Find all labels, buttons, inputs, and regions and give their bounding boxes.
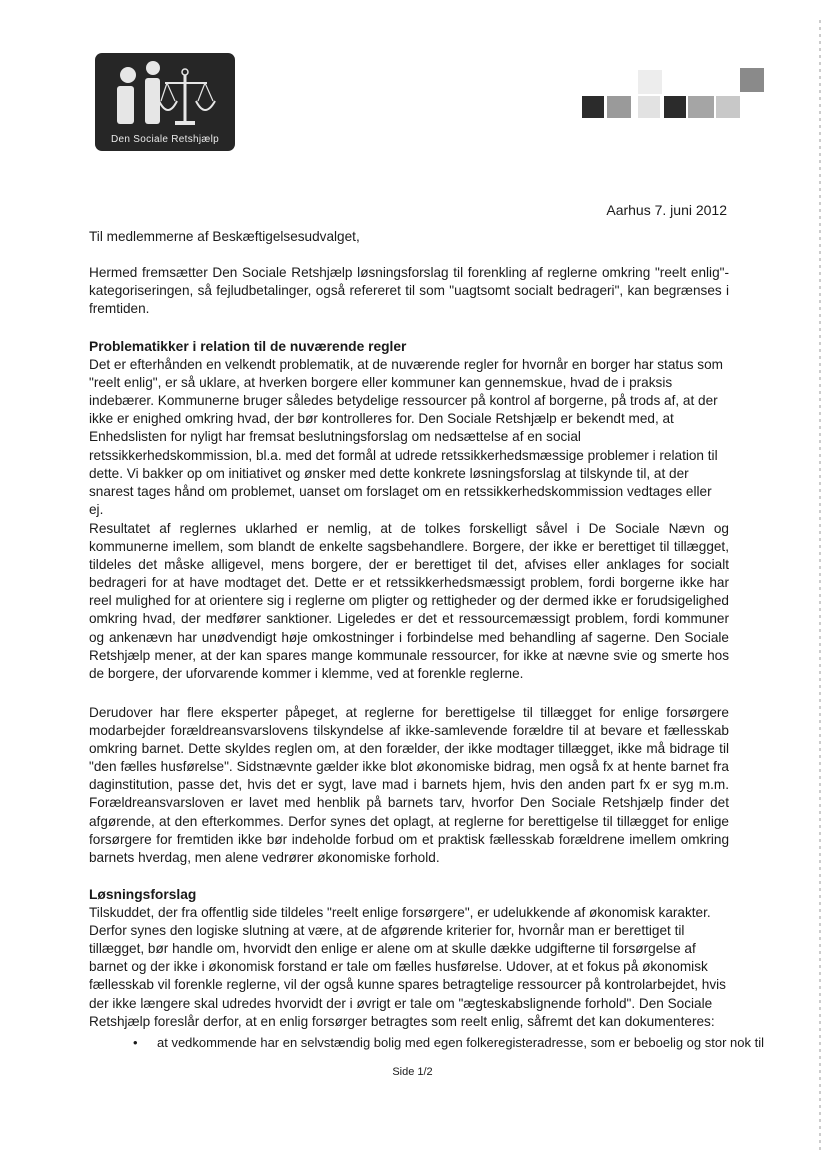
page-number: Side 1/2	[392, 1066, 433, 1078]
intro	[89, 264, 729, 318]
logo	[95, 53, 235, 151]
salutation	[89, 228, 729, 246]
section-heading: Løsningsforslag	[89, 887, 197, 902]
paragraph: Tilskuddet, der fra offentlig side tildeles "reelt enlige forsørgere", er udelukkende af økonomisk karakter. Derfor synes den logiske slutning at være, at de afgørende kriterier for, hvornår man er berettiget til tillægget, bør handle om, hvorvidt den enlige er alene om at skulle dække udgifterne til forsørgelse af barnet og der ikke i økonomisk forstand er tale om fælles husførelse. Udover, at et fokus på økonomisk fællesskab vil forenkle reglerne, vil der også kunne spares betragtelige ressourcer på kontrolarbejdet, hvis der ikke længere skal udredes hvorvidt der i øvrigt er tale om "ægteskabslignende forhold". Den Sociale Retshjælp foreslår derfor, at en enlig forsørger betragtes som reelt enlig, såfremt det kan dokumenteres:	[89, 905, 726, 1029]
section-problems-cont	[89, 520, 729, 683]
decorative-squares	[582, 66, 762, 122]
section-heading: Problematikker i relation til de nuværende regler	[89, 339, 407, 354]
section-solution	[89, 886, 729, 1031]
bullet-icon: •	[133, 1035, 138, 1050]
logo-text: Den Sociale Retshjælp	[110, 134, 220, 145]
paragraph: Resultatet af reglernes uklarhed er nemlig, at de tolkes forskelligt såvel i De Sociale Nævn og kommunerne imellem, som blandt de enkelte sagsbehandlere. Borgere, der ikke er berettiget til tillægget, tildeles det måske alligevel, mens borgere, der er berettiget til det, afvises eller anklages for socialt bedrageri for at have modtaget det. Dette er et retssikkerhedsmæssigt problem, fordi borgerne ikke har reel mulighed for at orientere sig i reglerne om pligter og rettigheder og der dermed ikke er forudsigelighed omkring hvad, der medfører sanktioner. Ligeledes er det et ressourcemæssigt problem, fordi kommuner og ankenævn har unødvendigt høje omkostninger i forbindelse med behandling af sagerne. Den Sociale Retshjælp mener, at der kan spares mange kommunale ressourcer, for ikke at nævne svie og smerte hos de borgere, der uforvarende kommer i klemme, ved at forenkle reglerne.	[89, 521, 729, 681]
intro-paragraph: Hermed fremsætter Den Sociale Retshjælp løsningsforslag til forenkling af reglerne omkring "reelt enlig"-kategoriseringen, så fejludbetalinger, også refereret til som "uagtsomt socialt bedrageri", kan begrænses i fremtiden.	[89, 265, 729, 317]
section-problems-cont2	[89, 704, 729, 867]
paragraph: Det er efterhånden en velkendt problematik, at de nuværende regler for hvornår en borger har status som "reelt enlig", er så uklare, at hverken borgere eller kommuner kan gennemskue, hvad de i praksis indebærer. Kommunerne bruger således betydelige ressourcer på kontrol af borgerne, på trods af, at der ikke er enighed omkring hvad, der bør kontrolleres for. Den Sociale Retshjælp er bekendt med, at Enhedslisten for nyligt har fremsat beslutningsforslag om nedsættelse af en social retssikkerhedskommission, bl.a. med det formål at udrede retssikkerhedsmæssige problemer i relation til dette. Vi bakker op om initiativet og ønsker med dette konkrete løsningsforslag at tilskynde til, at der snarest tages hånd om problemet, uanset om forslaget om en retssikkerhedskommission vedtages eller ej.	[89, 357, 723, 517]
bullet-text: at vedkommende har en selvstændig bolig med egen folkeregisteradresse, som er beboelig og stor nok til	[157, 1035, 765, 1050]
date: Aarhus 7. juni 2012	[606, 202, 727, 218]
section-problems	[89, 338, 729, 519]
salutation-text: Til medlemmerne af Beskæftigelsesudvalget,	[89, 229, 360, 244]
paragraph: Derudover har flere eksperter påpeget, at reglerne for berettigelse til tillægget for enlige forsørgere modarbejder forældreansvarslovens tilskyndelse af ikke-samlevende forældre til at bevare et fællesskab omkring barnet. Dette skyldes reglen om, at den forælder, der ikke modtager tillægget, ikke må bidrage til "den fælles husførelse". Sidstnævnte gælder ikke blot økonomiske bidrag, men også fx at hente barnet fra daginstitution, passe det, hvis det er sygt, lave mad i barnets hjem, hvis den anden part fx er syg m.m. Forældreansvarsloven er lavet med henblik på barnets tarv, hvorfor Den Sociale Retshjælp finder det afgørende, at den efterkommes. Derfor synes det oplagt, at reglerne for berettigelse til tillægget for enlige forsørgere for fremtiden ikke bør indeholde forbud om et praktisk fællesskab forældrene imellem omkring barnets hverdag, men alene vedrører økonomiske forhold.	[89, 705, 729, 865]
scan-edge	[818, 20, 822, 1150]
